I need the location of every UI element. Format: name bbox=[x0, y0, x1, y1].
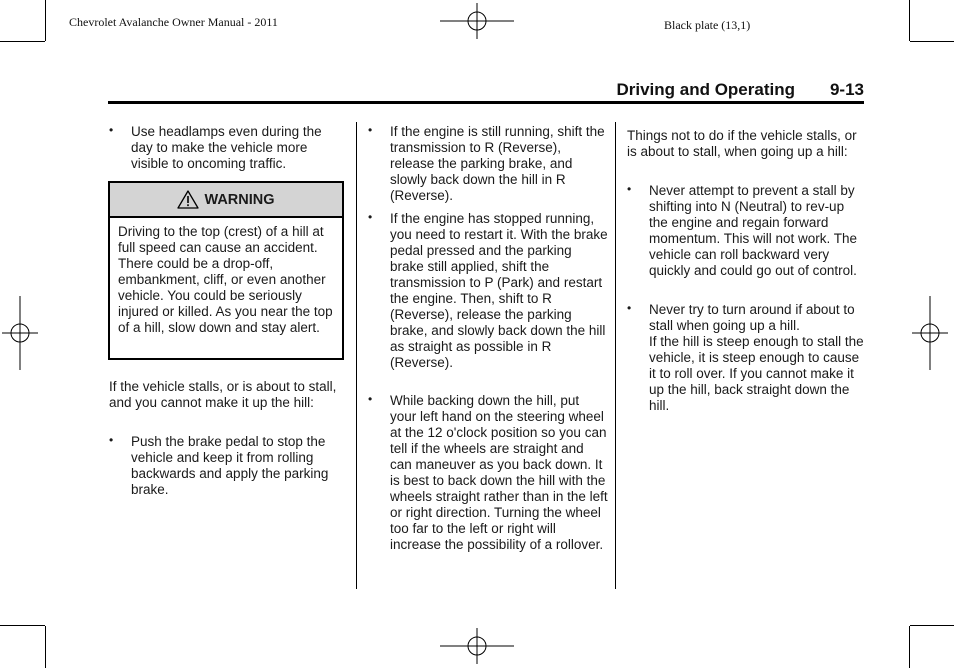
warning-header bbox=[110, 183, 342, 218]
registration-mark-right bbox=[912, 296, 948, 370]
section-title: Driving and Operating bbox=[616, 80, 795, 99]
col1-bullet-1: • Use headlamps even during the day to make the vehicle more visible to oncoming traffic. bbox=[109, 123, 322, 171]
bullet-icon: • bbox=[627, 301, 632, 315]
warning-box bbox=[108, 181, 344, 360]
warning-text: Driving to the top (crest) of a hill at full speed can cause an accident. There could be a drop-off, embankment, cliff, or even another vehicle. You could be seriously injured or killed. As you near the top of a hill, slow down and stay alert. bbox=[118, 224, 333, 335]
bullet-icon: • bbox=[627, 182, 632, 196]
plate-label: Black plate (13,1) bbox=[664, 18, 751, 32]
col1-paragraph: If the vehicle stalls, or is about to stall, and you cannot make it up the hill: bbox=[109, 379, 337, 410]
col3-bullet-1: • Never attempt to prevent a stall by shifting into N (Neutral) to rev-up the engine and regain forward momentum. This will not work. The vehicle can roll backward very quickly and could go out of control. bbox=[627, 182, 858, 278]
col2-bullet-3: • While backing down the hill, put your left hand on the steering wheel at the 12 o'clock position so you can tell if the wheels are straight and can maneuver as you back down. It is best to back down the hill with the wheels straight rather than in the left or right direction. Turning the wheel too far to the left or right will increase the possibility of a rollover. bbox=[368, 392, 608, 552]
column-divider-2 bbox=[615, 122, 616, 589]
col2-bullet-2: • If the engine has stopped running, you need to restart it. With the brake pedal pressed and the parking brake still applied, shift the transmission to P (Park) and restart the engine. Then, shift to R (Reverse), release the parking brake, and slowly back down the hill as straight as possible in R (Reverse). bbox=[368, 210, 608, 370]
registration-mark-bottom bbox=[440, 628, 514, 664]
col3-bullet-2 bbox=[627, 302, 864, 414]
column-divider-1 bbox=[356, 122, 357, 589]
bullet-icon: • bbox=[109, 433, 114, 447]
bullet-icon: • bbox=[368, 210, 373, 224]
manual-title: Chevrolet Avalanche Owner Manual - 2011 bbox=[69, 15, 278, 29]
registration-mark-left bbox=[2, 296, 38, 370]
bullet-icon: • bbox=[109, 123, 114, 137]
section-header bbox=[108, 80, 864, 102]
warning-triangle-icon bbox=[177, 190, 199, 209]
col1-bullet-2: • Push the brake pedal to stop the vehicle and keep it from rolling backwards and apply the parking brake. bbox=[109, 433, 329, 497]
bullet-icon: • bbox=[368, 123, 373, 137]
warning-label: WARNING bbox=[204, 191, 275, 208]
bullet-icon: • bbox=[368, 392, 373, 406]
page-number: 9-13 bbox=[829, 80, 864, 99]
col3-bullet-2-line-a: Never try to turn around if about to stall when going up a hill. bbox=[649, 302, 855, 333]
col3-paragraph: Things not to do if the vehicle stalls, or is about to stall, when going up a hill: bbox=[627, 128, 857, 159]
registration-mark-top bbox=[440, 3, 514, 39]
header-rule bbox=[108, 101, 864, 104]
col3-bullet-2-line-b: If the hill is steep enough to stall the vehicle, it is steep enough to cause it to roll over. If you cannot make it up the hill, back straight down the hill. bbox=[649, 334, 864, 413]
col2-bullet-1: • If the engine is still running, shift the transmission to R (Reverse), release the parking brake, and slowly back down the hill in R (Reverse). bbox=[368, 123, 605, 203]
